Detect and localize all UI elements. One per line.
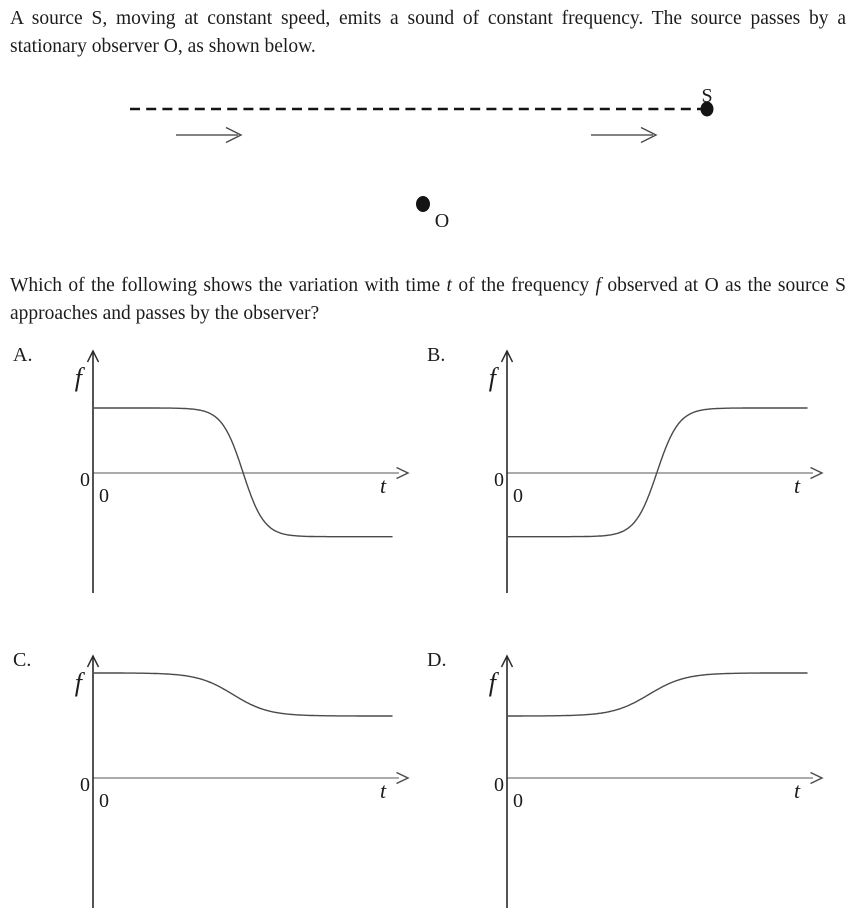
origin-zero-x: 0 (99, 790, 109, 812)
question-paragraph (10, 272, 846, 327)
source-label: S (701, 85, 713, 107)
frequency-symbol: f (595, 275, 601, 296)
option-c-graph (0, 645, 435, 913)
frequency-curve (507, 673, 807, 716)
question-text-segment: Which of the following shows the variation with time (10, 275, 447, 296)
t-axis-label: t (793, 778, 801, 803)
option-a-graph (0, 340, 435, 600)
origin-zero-x: 0 (99, 485, 109, 507)
origin-zero-y: 0 (494, 774, 504, 796)
option-c-letter: C. (13, 649, 32, 671)
option-d-letter: D. (427, 649, 447, 671)
f-axis-label: f (488, 668, 496, 697)
option-d-graph (414, 645, 849, 913)
frequency-curve (93, 673, 392, 716)
question-text-segment: observed at O as the source S approaches and passes by the observer? (10, 275, 846, 324)
option-b-plot (414, 340, 849, 600)
t-axis-label: t (793, 473, 801, 498)
f-axis-label: f (74, 363, 82, 392)
observer-dot (416, 196, 430, 212)
origin-zero-y: 0 (80, 469, 90, 491)
intro-paragraph: A source S, moving at constant speed, emits a sound of constant frequency. The source passes by a stationary observer O, as shown below. (10, 8, 846, 57)
time-symbol: t (446, 275, 452, 296)
option-a-plot (0, 340, 435, 600)
option-b-letter: B. (427, 344, 446, 366)
option-b-graph (414, 340, 849, 600)
f-axis-label: f (488, 363, 496, 392)
origin-zero-x: 0 (513, 790, 523, 812)
origin-zero-y: 0 (494, 469, 504, 491)
t-axis-label: t (379, 778, 387, 803)
t-axis-label: t (379, 473, 387, 498)
f-axis-label: f (74, 668, 82, 697)
question-text-segment: of the frequency (451, 275, 596, 296)
option-c-plot (0, 645, 435, 913)
observer-label: O (434, 210, 450, 232)
motion-diagram (0, 68, 855, 243)
option-a-letter: A. (13, 344, 33, 366)
origin-zero-x: 0 (513, 485, 523, 507)
option-d-plot (414, 645, 849, 913)
origin-zero-y: 0 (80, 774, 90, 796)
